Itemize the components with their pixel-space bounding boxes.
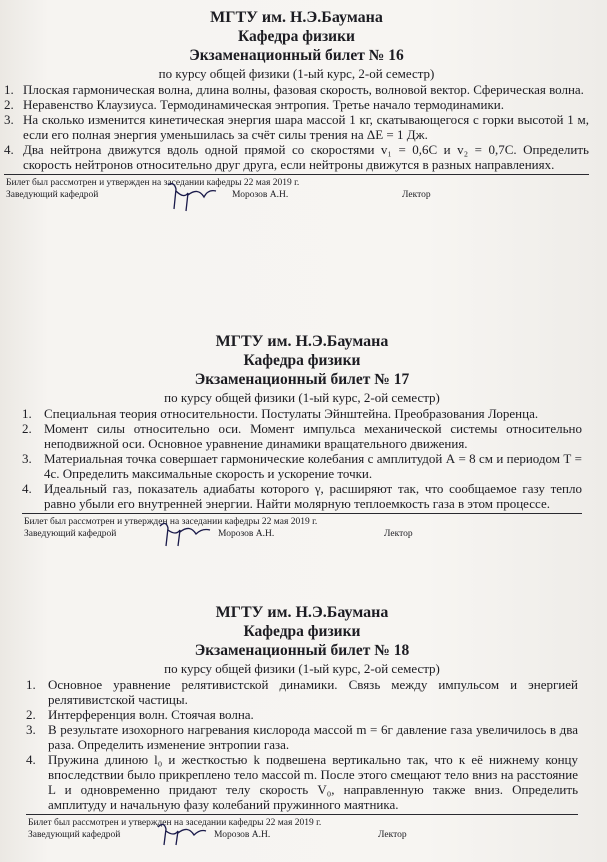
signature-icon: [156, 518, 216, 548]
signature-icon: [164, 179, 224, 213]
ticket-16: [0, 8, 607, 205]
ticket-title: Экзаменационный билет № 17: [194, 371, 410, 388]
lecturer-label: Лектор: [402, 190, 431, 200]
university-title: МГТУ им. Н.Э.Баумана: [210, 9, 383, 26]
course-subtitle: по курсу общей физики (1-ый курс, 2-ой семестр): [158, 66, 435, 81]
head-name: Морозов А.Н.: [218, 529, 275, 539]
signature-icon: [154, 819, 210, 847]
ticket-footer: [22, 514, 582, 544]
question-item: 2. Момент силы относительно оси. Момент импульса механической системы относительно неподвижной оси. Основное уравнение динамики вращательного движения.: [22, 421, 582, 451]
head-name: Морозов А.Н.: [214, 830, 271, 840]
question-list: [4, 82, 589, 172]
head-label: Заведующий кафедрой: [24, 529, 117, 539]
university-title: МГТУ им. Н.Э.Баумана: [215, 604, 389, 621]
head-label: Заведующий кафедрой: [28, 830, 121, 840]
approval-note: Билет был рассмотрен и утвержден на заседании кафедры 22 мая 2019 г.: [24, 517, 318, 527]
question-item: 1. Плоская гармоническая волна, длина волны, фазовая скорость, волновой вектор. Сферическая волна.: [4, 82, 584, 97]
head-label: Заведующий кафедрой: [6, 190, 99, 200]
question-item: 3. В результате изохорного нагревания кислорода массой m = 6г давление газа увеличилось в два раза. Определить изменение энтропии газа.: [26, 722, 578, 752]
course-subtitle: по курсу общей физики (1-ый курс, 2-ой семестр): [164, 661, 440, 676]
ticket-18: [8, 603, 607, 845]
ticket-title: Экзаменационный билет № 16: [189, 47, 404, 64]
department-title: Кафедра физики: [243, 623, 361, 640]
ticket-title: Экзаменационный билет № 18: [194, 642, 410, 659]
head-name: Морозов А.Н.: [232, 190, 289, 200]
question-item: 1. Основное уравнение релятивистской динамики. Связь между импульсом и энергией релятивистской частицы.: [26, 677, 578, 707]
department-title: Кафедра физики: [238, 28, 355, 45]
question-item: 2. Неравенство Клаузиуса. Термодинамическая энтропия. Третье начало термодинамики.: [4, 97, 504, 112]
department-title: Кафедра физики: [243, 352, 361, 369]
lecturer-label: Лектор: [378, 830, 407, 840]
lecturer-label: Лектор: [384, 529, 413, 539]
university-title: МГТУ им. Н.Э.Баумана: [215, 333, 389, 350]
question-list: [22, 406, 582, 511]
course-subtitle: по курсу общей физики (1-ый курс, 2-ой семестр): [164, 390, 440, 405]
ticket-footer: [26, 815, 578, 845]
question-item: 3. Материальная точка совершает гармонические колебания с амплитудой А = 8 см и периодом Т = 4с. Определить максимальные скорость и ускорение точки.: [22, 451, 582, 481]
ticket-footer: [4, 175, 589, 205]
question-item: 2. Интерференция волн. Стоячая волна.: [26, 707, 254, 722]
question-item: 1. Специальная теория относительности. Постулаты Эйнштейна. Преобразования Лоренца.: [22, 406, 539, 421]
question-item: 4. Идеальный газ, показатель адиабаты которого γ, расширяют так, что сообщаемое газу тепло равно убыли его внутренней энергии. Найти молярную теплоемкость газа в этом процессе.: [22, 481, 582, 511]
question-item: 3. На сколько изменится кинетическая энергия шара массой 1 кг, скатывающегося с горки высотой 1 м, если его полная энергия уменьшилась за счёт силы трения на ΔЕ = 1 Дж.: [4, 112, 589, 142]
approval-note: Билет был рассмотрен и утвержден на заседании кафедры 22 мая 2019 г.: [28, 818, 322, 828]
question-list: [26, 677, 578, 812]
question-item: 4. Два нейтрона движутся вдоль одной прямой со скоростями v₁ = 0,6C и v₂ = 0,7C. Определить скорость нейтронов относительно друг друга, если нейтроны движутся в разных направлениях.: [4, 142, 589, 172]
question-item: 4. Пружина длиною l₀ и жесткостью k подвешена вертикально так, что к её нижнему концу впоследствии было прикреплено тело массой m. После этого смещают тело вниз на расстояние L и одновременно придают телу скорость V₀, направленную также вниз. Определить амплитуду и начальную фазу колебаний пружинного маятника.: [26, 752, 578, 812]
approval-note: Билет был рассмотрен и утвержден на заседании кафедры 22 мая 2019 г.: [6, 178, 300, 188]
ticket-17: [6, 332, 607, 544]
